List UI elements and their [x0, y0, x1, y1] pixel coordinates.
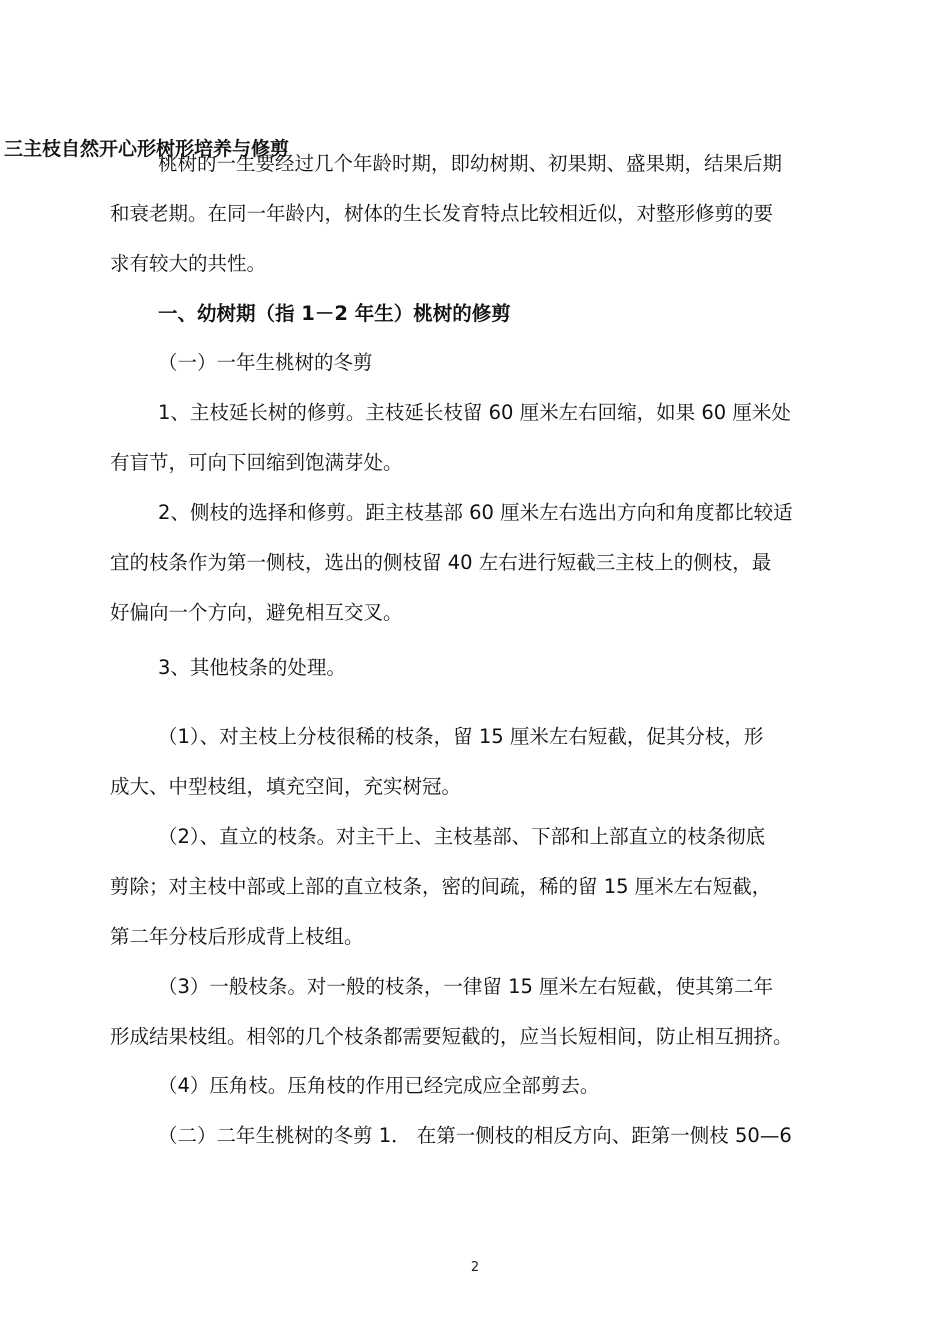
- subsection-heading: （一）一年生桃树的冬剪: [158, 351, 373, 374]
- document-title: 三主枝自然开心形树形培养与修剪: [4, 138, 290, 160]
- paragraph-line: 2、侧枝的选择和修剪。距主枝基部 60 厘米左右选出方向和角度都比较适: [158, 501, 793, 524]
- paragraph-line: （二）二年生桃树的冬剪 1． 在第一侧枝的相反方向、距第一侧枝 50—6: [158, 1124, 792, 1147]
- paragraph-line: 宜的枝条作为第一侧枝，选出的侧枝留 40 左右进行短截三主枝上的侧枝，最: [110, 551, 772, 574]
- paragraph-line: （3）一般枝条。对一般的枝条，一律留 15 厘米左右短截，使其第二年: [158, 975, 774, 998]
- paragraph-line: 剪除；对主枝中部或上部的直立枝条，密的间疏，稀的留 15 厘米左右短截，: [110, 875, 772, 898]
- paragraph-line: 1、主枝延长树的修剪。主枝延长枝留 60 厘米左右回缩，如果 60 厘米处: [158, 401, 791, 424]
- paragraph-line: 求有较大的共性。: [110, 252, 267, 275]
- paragraph-line: 好偏向一个方向，避免相互交叉。: [110, 601, 403, 624]
- paragraph-line: 成大、中型枝组，填充空间，充实树冠。: [110, 775, 462, 798]
- paragraph-line: 第二年分枝后形成背上枝组。: [110, 925, 364, 948]
- paragraph-line: 桃树的一生要经过几个年龄时期，即幼树期、初果期、盛果期，结果后期: [158, 152, 783, 175]
- paragraph-line: 有盲节，可向下回缩到饱满芽处。: [110, 451, 403, 474]
- page-number: 2: [470, 1260, 480, 1275]
- paragraph-line: （2）、直立的枝条。对主干上、主枝基部、下部和上部直立的枝条彻底: [158, 825, 766, 848]
- paragraph-line: 3、其他枝条的处理。: [158, 656, 346, 679]
- paragraph-line: （4）压角枝。压角枝的作用已经完成应全部剪去。: [158, 1074, 600, 1097]
- paragraph-line: 形成结果枝组。相邻的几个枝条都需要短截的，应当长短相间，防止相互拥挤。: [110, 1025, 793, 1048]
- section-heading: 一、幼树期（指 1－2 年生）桃树的修剪: [158, 302, 511, 325]
- paragraph-line: 和衰老期。在同一年龄内，树体的生长发育特点比较相近似，对整形修剪的要: [110, 202, 774, 225]
- paragraph-line: （1）、对主枝上分枝很稀的枝条，留 15 厘米左右短截，促其分枝，形: [158, 725, 764, 748]
